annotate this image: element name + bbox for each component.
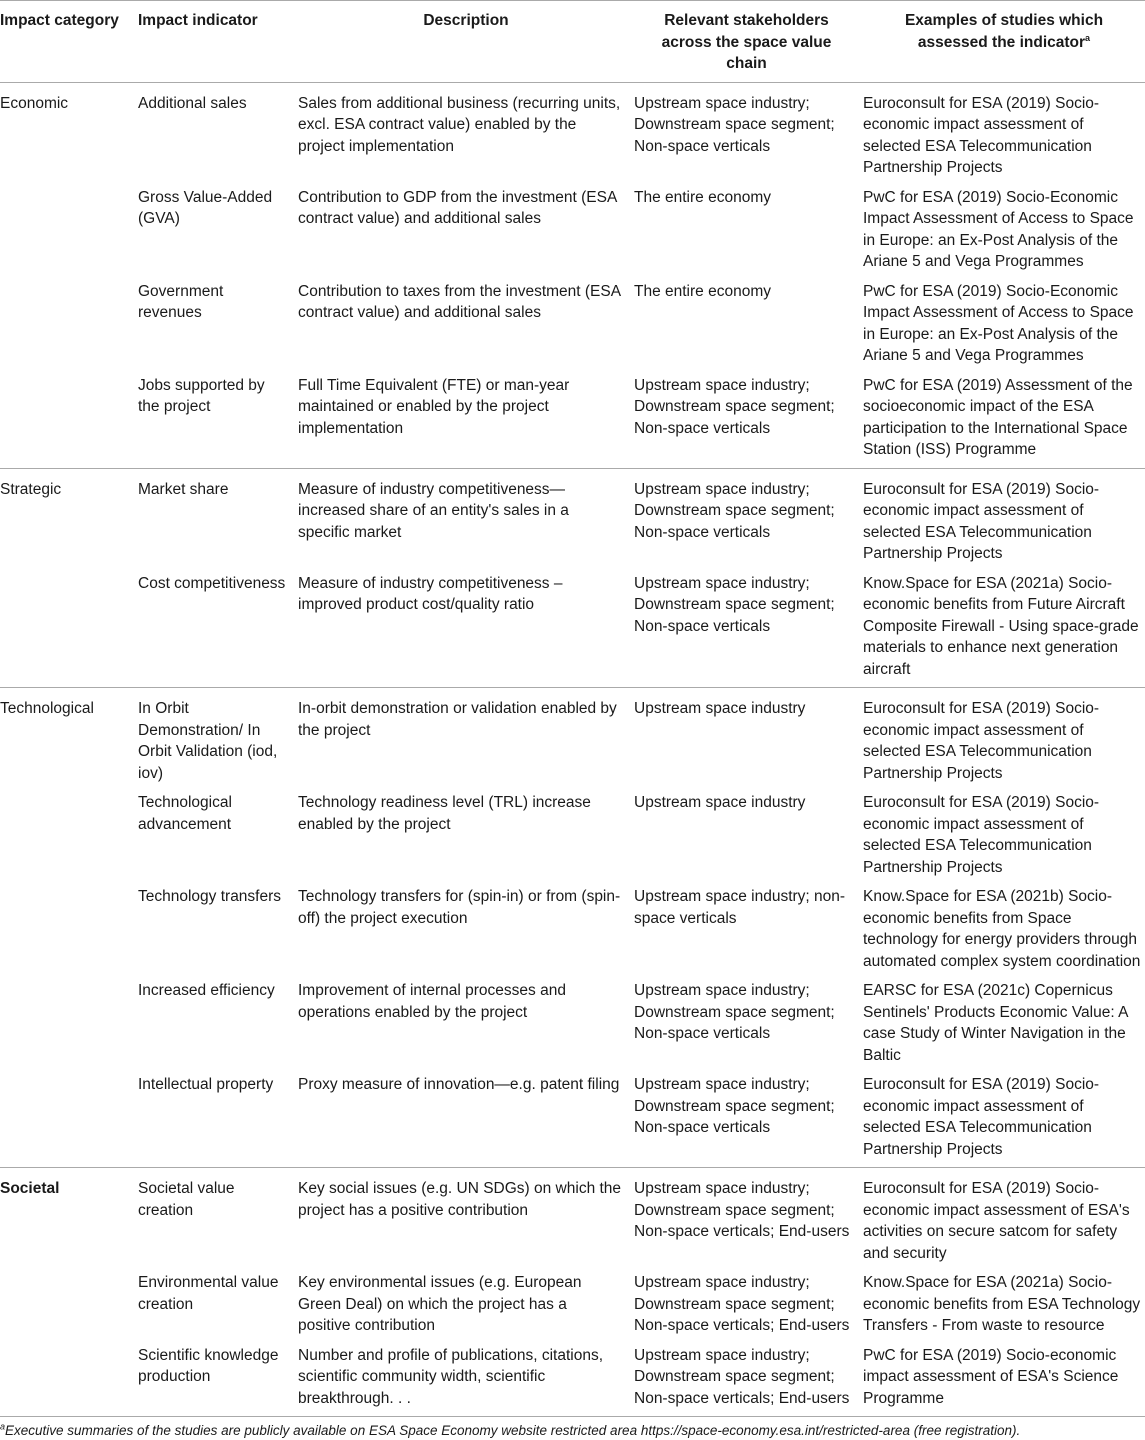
impact-category-cell: Strategic <box>0 468 119 573</box>
description-cell: Technology transfers for (spin-in) or from (spin-off) the project execution <box>298 886 634 980</box>
table-row <box>0 1168 1145 1273</box>
study-example-cell: Euroconsult for ESA (2019) Socio-economic impact assessment of ESA's activities on secure satcom for safety and security <box>863 1168 1145 1273</box>
study-example-cell: Know.Space for ESA (2021a) Socio-economic benefits from ESA Technology Transfers - From waste to resource <box>863 1272 1145 1345</box>
header-examples: Examples of studies which assessed the indicator$^a$ <box>863 1 1145 83</box>
study-example-cell: Euroconsult for ESA (2019) Socio-economic impact assessment of selected ESA Telecommunication Partnership Projects <box>863 1074 1145 1168</box>
study-example-cell: Know.Space for ESA (2021a) Socio-economic benefits from Future Aircraft Composite Firewall - Using space-grade materials to enhance next generation aircraft <box>863 573 1145 688</box>
impact-category-cell <box>0 573 119 688</box>
impact-indicator-cell: Technology transfers <box>119 886 298 980</box>
table-row <box>0 187 1145 281</box>
description-cell: Number and profile of publications, citations, scientific community width, scientific breakthrough. . . <box>298 1345 634 1417</box>
impact-category-cell <box>0 1345 119 1417</box>
stakeholders-cell: Upstream space industry; Downstream space segment; Non-space verticals <box>634 468 863 573</box>
study-example-cell: Know.Space for ESA (2021b) Socio-economic benefits from Space technology for energy providers through automated complex system coordination <box>863 886 1145 980</box>
table-body <box>0 82 1145 1417</box>
impact-indicator-cell: Gross Value-Added (GVA) <box>119 187 298 281</box>
description-cell: Contribution to GDP from the investment (ESA contract value) and additional sales <box>298 187 634 281</box>
stakeholders-cell: The entire economy <box>634 187 863 281</box>
impact-indicator-cell: Intellectual property <box>119 1074 298 1168</box>
stakeholders-cell: Upstream space industry; Downstream space segment; Non-space verticals <box>634 82 863 187</box>
impact-category-cell <box>0 980 119 1074</box>
impact-category-cell <box>0 886 119 980</box>
description-cell: Key social issues (e.g. UN SDGs) on which the project has a positive contribution <box>298 1168 634 1273</box>
table-row <box>0 886 1145 980</box>
impact-category-cell <box>0 1272 119 1345</box>
description-cell: Proxy measure of innovation—e.g. patent filing <box>298 1074 634 1168</box>
stakeholders-cell: Upstream space industry <box>634 688 863 793</box>
impact-category-cell <box>0 792 119 886</box>
table-header-row <box>0 1 1145 83</box>
study-example-cell: PwC for ESA (2019) Socio-economic impact assessment of ESA's Science Programme <box>863 1345 1145 1417</box>
impact-indicator-cell: In Orbit Demonstration/ In Orbit Validation (iod, iov) <box>119 688 298 793</box>
description-cell: Measure of industry competitiveness—increased share of an entity's sales in a specific market <box>298 468 634 573</box>
description-cell: Measure of industry competitiveness –improved product cost/quality ratio <box>298 573 634 688</box>
stakeholders-cell: Upstream space industry; Downstream space segment; Non-space verticals; End-users <box>634 1168 863 1273</box>
study-example-cell: Euroconsult for ESA (2019) Socio-economic impact assessment of selected ESA Telecommunication Partnership Projects <box>863 468 1145 573</box>
description-cell: Technology readiness level (TRL) increase enabled by the project <box>298 792 634 886</box>
table-row <box>0 1345 1145 1417</box>
study-example-cell: EARSC for ESA (2021c) Copernicus Sentinels' Products Economic Value: A case Study of Winter Navigation in the Baltic <box>863 980 1145 1074</box>
table-row <box>0 792 1145 886</box>
impact-indicator-cell: Technological advancement <box>119 792 298 886</box>
impact-indicator-cell: Societal value creation <box>119 1168 298 1273</box>
description-cell: Key environmental issues (e.g. European Green Deal) on which the project has a positive contribution <box>298 1272 634 1345</box>
stakeholders-cell: Upstream space industry <box>634 792 863 886</box>
header-impact-indicator: Impact indicator <box>119 1 298 83</box>
impact-indicator-cell: Government revenues <box>119 281 298 375</box>
description-cell: Full Time Equivalent (FTE) or man-year maintained or enabled by the project implementation <box>298 375 634 469</box>
impact-category-cell <box>0 1074 119 1168</box>
impact-category-cell: Economic <box>0 82 119 187</box>
impact-indicator-cell: Cost competitiveness <box>119 573 298 688</box>
stakeholders-cell: Upstream space industry; Downstream space segment; Non-space verticals <box>634 1074 863 1168</box>
stakeholders-cell: Upstream space industry; Downstream space segment; Non-space verticals; End-users <box>634 1345 863 1417</box>
impact-category-cell <box>0 187 119 281</box>
stakeholders-cell: Upstream space industry; Downstream space segment; Non-space verticals <box>634 375 863 469</box>
impact-indicator-cell: Market share <box>119 468 298 573</box>
table-row <box>0 688 1145 793</box>
footnote-row <box>0 1417 1145 1440</box>
impact-category-cell <box>0 375 119 469</box>
impact-indicator-cell: Environmental value creation <box>119 1272 298 1345</box>
header-description: Description <box>298 1 634 83</box>
table-row <box>0 1272 1145 1345</box>
header-stakeholders: Relevant stakeholders across the space value chain <box>634 1 863 83</box>
description-cell: Improvement of internal processes and operations enabled by the project <box>298 980 634 1074</box>
impact-category-cell <box>0 281 119 375</box>
footnote: $^a$Executive summaries of the studies are publicly available on ESA Space Economy website restricted area https://space-economy.esa.int/restricted-area (free registration). <box>0 1417 1145 1440</box>
stakeholders-cell: Upstream space industry; Downstream space segment; Non-space verticals <box>634 573 863 688</box>
table-row <box>0 573 1145 688</box>
impact-category-cell: Technological <box>0 688 119 793</box>
stakeholders-cell: The entire economy <box>634 281 863 375</box>
study-example-cell: Euroconsult for ESA (2019) Socio-economic impact assessment of selected ESA Telecommunication Partnership Projects <box>863 792 1145 886</box>
impact-category-cell: Societal <box>0 1168 119 1273</box>
study-example-cell: Euroconsult for ESA (2019) Socio-economic impact assessment of selected ESA Telecommunication Partnership Projects <box>863 688 1145 793</box>
table-row <box>0 1074 1145 1168</box>
study-example-cell: PwC for ESA (2019) Assessment of the socioeconomic impact of the ESA participation to the International Space Station (ISS) Programme <box>863 375 1145 469</box>
table-row <box>0 82 1145 187</box>
impact-indicator-cell: Increased efficiency <box>119 980 298 1074</box>
description-cell: In-orbit demonstration or validation enabled by the project <box>298 688 634 793</box>
table-row <box>0 375 1145 469</box>
stakeholders-cell: Upstream space industry; Downstream space segment; Non-space verticals; End-users <box>634 1272 863 1345</box>
description-cell: Contribution to taxes from the investment (ESA contract value) and additional sales <box>298 281 634 375</box>
study-example-cell: Euroconsult for ESA (2019) Socio-economic impact assessment of selected ESA Telecommunication Partnership Projects <box>863 82 1145 187</box>
impact-indicator-cell: Additional sales <box>119 82 298 187</box>
description-cell: Sales from additional business (recurring units, excl. ESA contract value) enabled by the project implementation <box>298 82 634 187</box>
header-impact-category: Impact category <box>0 1 119 83</box>
stakeholders-cell: Upstream space industry; Downstream space segment; Non-space verticals <box>634 980 863 1074</box>
table-row <box>0 980 1145 1074</box>
table-row <box>0 281 1145 375</box>
study-example-cell: PwC for ESA (2019) Socio-Economic Impact Assessment of Access to Space in Europe: an Ex-Post Analysis of the Ariane 5 and Vega Programmes <box>863 281 1145 375</box>
table-row <box>0 468 1145 573</box>
stakeholders-cell: Upstream space industry; non-space verticals <box>634 886 863 980</box>
impact-indicator-cell: Jobs supported by the project <box>119 375 298 469</box>
study-example-cell: PwC for ESA (2019) Socio-Economic Impact Assessment of Access to Space in Europe: an Ex-Post Analysis of the Ariane 5 and Vega Programmes <box>863 187 1145 281</box>
impact-indicator-cell: Scientific knowledge production <box>119 1345 298 1417</box>
